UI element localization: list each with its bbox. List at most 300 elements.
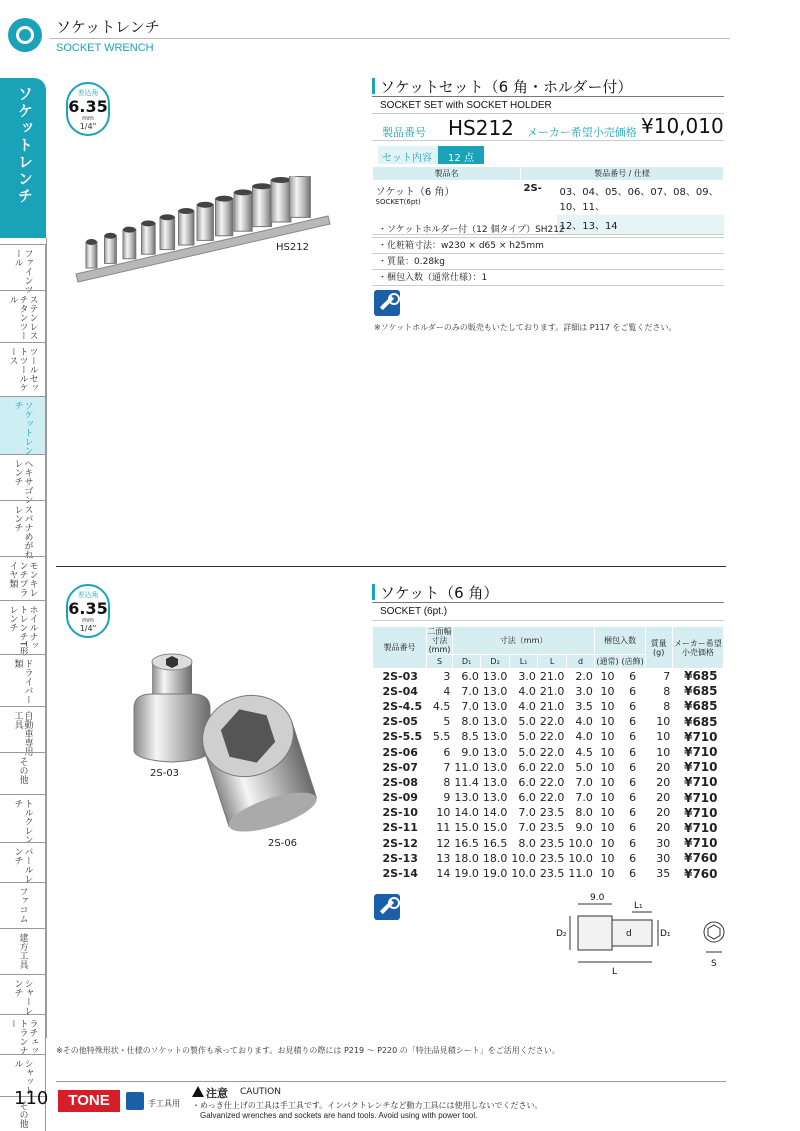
spec-row <box>373 820 724 835</box>
sidebar-tab[interactable] <box>0 1014 46 1054</box>
sidebar-tab[interactable] <box>0 600 46 654</box>
spec-cell: 5.5 <box>427 729 453 744</box>
set-socket <box>216 199 233 236</box>
spec-cell: 10 <box>595 714 620 729</box>
sidebar-tab[interactable] <box>0 842 46 882</box>
spec-cell: 6.0 <box>452 669 481 684</box>
spec-cell: 6.0 <box>509 760 538 775</box>
spec-cell: 30 <box>645 836 672 851</box>
spec-cell: 2S-4.5 <box>373 699 427 714</box>
set-contents-value: 12 点 <box>438 146 484 164</box>
spec-cell: 10 <box>645 729 672 744</box>
spec-cell: 21.0 <box>539 699 565 713</box>
spec-cell: ¥710 <box>672 744 723 759</box>
hand-tool-icon <box>126 1092 144 1110</box>
spec-cell: 2S-12 <box>373 836 427 851</box>
caution-icon <box>192 1086 204 1097</box>
spec-cell: ¥685 <box>672 714 723 729</box>
set-price: ¥10,010 <box>641 114 724 138</box>
spec-cell: 9 <box>427 790 453 805</box>
spec-cell: 11.0 <box>568 867 593 881</box>
header-divider <box>50 38 730 39</box>
spec-cell: ¥685 <box>672 669 723 684</box>
spec-cell: 23.5 <box>539 836 565 850</box>
spec-cell: 7 <box>645 669 672 684</box>
set-socket <box>179 211 195 245</box>
set-socket <box>271 180 291 222</box>
spec-cell: 10 <box>595 729 620 744</box>
socket-image <box>128 650 334 840</box>
set-row-spec2: 12、13、14 <box>557 215 724 235</box>
spec-cell: 6 <box>427 744 453 759</box>
spec-cell: 10 <box>645 744 672 759</box>
footer-note: ※その他特殊形状・仕様のソケットの製作も承っております。お見積りの際には P219 ～ P220 の「特注品見積シート」をご活用ください。 <box>56 1046 560 1055</box>
spec-head-s: S <box>427 655 453 669</box>
spec-head-width: 二面幅寸法(mm) <box>427 627 452 654</box>
spec-row <box>373 714 724 729</box>
spec-cell: 10 <box>595 684 620 699</box>
set-socket <box>105 236 117 264</box>
sidebar-tab[interactable] <box>0 654 46 706</box>
spec-cell: 19.0 <box>482 867 508 881</box>
caution-title-en: CAUTION <box>240 1087 281 1097</box>
spec-cell: 6 <box>620 760 645 775</box>
footer-divider <box>56 1081 726 1082</box>
spec-cell: 18.0 <box>482 851 508 865</box>
dimension-diagram <box>554 890 730 976</box>
spec-cell: 22.0 <box>539 730 565 744</box>
header-title: ソケットレンチ <box>56 18 160 36</box>
spec-cell: 6 <box>620 744 645 759</box>
spec-cell: 6 <box>620 866 645 881</box>
spec-cell: 2S-5.5 <box>373 729 427 744</box>
sidebar-tab[interactable] <box>0 244 46 294</box>
spec-cell: 22.0 <box>539 775 565 789</box>
set-row-prefix: 2S- <box>521 181 557 235</box>
spec-cell: 2S-03 <box>373 669 427 684</box>
socket-image-label-large: 2S-06 <box>268 838 298 849</box>
sidebar-tab-label: 自動車専用工具 <box>12 711 33 756</box>
set-title-line <box>372 96 724 97</box>
sidebar-tab[interactable] <box>0 396 46 454</box>
spec-cell: 5.0 <box>509 714 538 729</box>
set-note: ・ 質量：0.28kg <box>372 254 724 270</box>
set-socket-top <box>86 239 97 245</box>
spec-cell: 20 <box>645 820 672 835</box>
spec-cell: 6 <box>620 775 645 790</box>
spec-head-d1: D₁ <box>452 655 481 669</box>
spec-cell: 9.0 <box>566 820 595 835</box>
spec-cell: 13.0 <box>482 791 508 805</box>
spec-cell: 6 <box>620 699 645 714</box>
spec-cell: 10.0 <box>511 867 536 881</box>
spec-cell: 6.0 <box>509 790 538 805</box>
spec-cell: 16.5 <box>482 836 508 850</box>
set-socket <box>142 223 156 254</box>
spec-cell: 10 <box>595 836 620 851</box>
hand-tool-icon <box>374 894 400 920</box>
spec-row <box>373 729 724 744</box>
spec-cell: 2S-11 <box>373 820 427 835</box>
socket-spec-table <box>372 626 724 882</box>
set-row-name: ソケット（6 角） <box>375 187 455 198</box>
spec-head-l1: L₁ <box>509 655 538 669</box>
spec-cell: 10 <box>595 669 620 684</box>
set-socket <box>290 176 311 217</box>
sidebar-tab-label: ドライバー類 <box>12 659 33 704</box>
diagram-d1: D₁ <box>660 929 671 939</box>
spec-cell: 10 <box>595 775 620 790</box>
spec-row <box>373 684 724 699</box>
spec-cell: 10 <box>595 851 620 866</box>
diagram-s: S <box>711 959 717 969</box>
spec-cell: 7.0 <box>566 790 595 805</box>
spec-cell: 10 <box>595 866 620 881</box>
set-code: HS212 <box>448 116 514 140</box>
spec-cell: 13.0 <box>482 699 508 713</box>
spec-cell: 23.5 <box>539 851 565 865</box>
sidebar-divider <box>46 238 47 1038</box>
sidebar-tab-label: ツールセットツールケース <box>7 347 38 392</box>
set-price-label: メーカー希望小売価格 <box>527 126 637 139</box>
set-code-line <box>372 140 724 141</box>
set-notes <box>372 222 724 286</box>
spec-row <box>373 866 724 881</box>
spec-cell: 10 <box>595 760 620 775</box>
spec-cell: 3.5 <box>566 699 595 714</box>
spec-cell: 2S-06 <box>373 744 427 759</box>
set-contents-label: セット内容 <box>378 146 438 164</box>
spec-cell: 2S-13 <box>373 851 427 866</box>
spec-cell: 6 <box>620 805 645 820</box>
sidebar-tab-label: その他 <box>17 757 28 784</box>
spec-cell: 9.0 <box>452 744 481 759</box>
set-socket-top <box>179 208 195 214</box>
spec-cell: 10 <box>595 820 620 835</box>
spec-cell: 2S-10 <box>373 805 427 820</box>
spec-cell: 7.0 <box>452 684 481 699</box>
drive-size-badge: 差込角 6.35 mm 1/4" <box>66 584 110 638</box>
spec-cell: 23.5 <box>539 806 565 820</box>
spec-cell: 13.0 <box>482 669 508 683</box>
spec-cell: 30 <box>645 851 672 866</box>
spec-cell: 8 <box>645 699 672 714</box>
spec-cell: 6.0 <box>509 775 538 790</box>
spec-cell: 2S-09 <box>373 790 427 805</box>
sidebar-tab[interactable] <box>0 794 46 842</box>
set-socket <box>253 186 272 226</box>
set-socket <box>234 192 252 231</box>
spec-cell: ¥760 <box>672 851 723 866</box>
spec-cell: ¥710 <box>672 760 723 775</box>
sidebar-tab[interactable] <box>0 500 46 559</box>
spec-cell: 4.0 <box>509 684 538 699</box>
spec-cell: 6 <box>620 851 645 866</box>
set-subtitle: SOCKET SET with SOCKET HOLDER <box>380 100 552 111</box>
tone-logo: TONE <box>58 1090 120 1112</box>
spec-cell: 8.0 <box>566 805 595 820</box>
spec-cell: 7.0 <box>452 699 481 714</box>
section-divider <box>56 566 726 567</box>
sidebar-tab[interactable] <box>0 290 46 342</box>
spec-cell: ¥685 <box>672 699 723 714</box>
caution-text: ・めっき仕上げの工具は手工具です。インパクトレンチなど動力工具には使用しないでください。 <box>192 1101 543 1110</box>
spec-cell: 10.0 <box>511 851 536 865</box>
spec-row <box>373 836 724 851</box>
spec-cell: 22.0 <box>539 760 565 774</box>
spec-row <box>373 805 724 820</box>
sidebar-tab[interactable] <box>0 882 46 928</box>
spec-cell: 7.0 <box>509 820 538 835</box>
sidebar-tab[interactable] <box>0 342 46 396</box>
spec-cell: 15.0 <box>482 821 508 835</box>
sidebar-tab-label: スパナめがねレンチ <box>12 505 33 559</box>
spec-cell: 11.0 <box>454 760 479 774</box>
spec-cell: 10 <box>645 714 672 729</box>
spec-cell: ¥710 <box>672 805 723 820</box>
diagram-d: d <box>626 929 632 939</box>
sidebar-tab[interactable] <box>0 928 46 974</box>
spec-cell: 8 <box>645 684 672 699</box>
sidebar-tab[interactable] <box>0 974 46 1014</box>
set-note: ・ 化粧箱寸法：w230 × d65 × h25mm <box>372 238 724 254</box>
spec-cell: 16.5 <box>454 836 479 850</box>
spec-cell: 23.5 <box>539 867 565 881</box>
spec-cell: 21.0 <box>539 669 565 683</box>
spec-cell: 22.0 <box>539 715 565 729</box>
spec-cell: 2S-05 <box>373 714 427 729</box>
socket-title: ソケット（6 角） <box>380 584 499 602</box>
spec-cell: 20 <box>645 790 672 805</box>
spec-cell: 35 <box>645 866 672 881</box>
caution-title: 注意 <box>206 1087 228 1100</box>
set-socket-top <box>142 220 156 226</box>
spec-cell: 11 <box>427 820 453 835</box>
spec-cell: 13.0 <box>482 760 508 774</box>
spec-cell: 4 <box>427 684 453 699</box>
spec-cell: 22.0 <box>539 745 565 759</box>
spec-cell: 13.0 <box>482 745 508 759</box>
set-socket-top <box>160 214 175 220</box>
spec-cell: ¥710 <box>672 836 723 851</box>
spec-cell: 13.0 <box>482 730 508 744</box>
sidebar-tab-label: トルクレンチ <box>12 799 33 844</box>
spec-cell: 10 <box>595 744 620 759</box>
spec-head-normal: (通常) <box>595 655 620 669</box>
sidebar-tab-label: 建方工具 <box>17 933 28 969</box>
drive-size-badge: 差込角 6.35 mm 1/4" <box>66 82 110 136</box>
set-socket <box>160 217 175 249</box>
socket-wrench-icon <box>8 18 42 52</box>
hand-tool-label: 手工具用 <box>148 1099 180 1108</box>
spec-cell: 10 <box>595 805 620 820</box>
spec-cell: 18.0 <box>454 851 479 865</box>
socket-set-image <box>72 176 334 288</box>
spec-cell: 10 <box>595 790 620 805</box>
spec-head-store: (店飾) <box>620 655 645 669</box>
spec-cell: 4.5 <box>427 699 453 714</box>
set-title-bar <box>372 78 375 94</box>
spec-head-price: メーカー希望小売価格 <box>672 627 723 669</box>
spec-cell: 15.0 <box>454 821 479 835</box>
spec-cell: 4.0 <box>509 699 538 714</box>
header-subtitle: SOCKET WRENCH <box>56 42 154 54</box>
spec-cell: 3.0 <box>509 669 538 684</box>
set-socket-top <box>197 202 213 208</box>
spec-cell: 20 <box>645 760 672 775</box>
set-socket-top <box>216 196 233 202</box>
spec-cell: 13.0 <box>482 715 508 729</box>
spec-cell: 5.0 <box>509 729 538 744</box>
spec-cell: 10.0 <box>568 851 593 865</box>
set-socket-top <box>234 189 252 195</box>
set-socket-top <box>253 183 272 189</box>
spec-row <box>373 669 724 684</box>
spec-cell: ¥710 <box>672 729 723 744</box>
spec-cell: 14 <box>427 866 453 881</box>
socket-sub-line <box>372 620 724 621</box>
spec-cell: 22.0 <box>539 791 565 805</box>
spec-row <box>373 775 724 790</box>
set-socket <box>86 242 97 268</box>
spec-cell: ¥760 <box>672 866 723 881</box>
spec-cell: 8 <box>427 775 453 790</box>
set-table-head-spec: 製品番号 / 仕様 <box>521 167 724 181</box>
sidebar-tab[interactable] <box>0 556 46 600</box>
spec-cell: 13.0 <box>454 791 479 805</box>
spec-row <box>373 699 724 714</box>
spec-cell: 6 <box>620 684 645 699</box>
sidebar-tab-label: シャットル <box>12 1059 33 1095</box>
spec-cell: 5 <box>427 714 453 729</box>
sidebar-tab[interactable] <box>0 706 46 756</box>
set-table-head-name: 製品名 <box>373 167 521 181</box>
sidebar-tab-label: ファコム <box>17 887 28 923</box>
spec-row <box>373 744 724 759</box>
spec-cell: 6 <box>620 669 645 684</box>
hand-tool-icon <box>374 290 400 316</box>
diagram-l: L <box>612 967 618 976</box>
spec-cell: 10 <box>427 805 453 820</box>
spec-cell: 6 <box>620 790 645 805</box>
spec-cell: 11.4 <box>454 775 479 789</box>
set-row-spec1: 03、04、05、06、07、08、09、10、11、 <box>559 187 719 213</box>
set-image-label: HS212 <box>276 242 309 253</box>
spec-head-pack: 梱包入数 <box>595 627 645 655</box>
set-socket-top <box>123 227 136 233</box>
spec-head-d2: D₂ <box>481 655 510 669</box>
diagram-l1: L₁ <box>634 901 643 911</box>
spec-cell: 4.0 <box>566 729 595 744</box>
sidebar-tab[interactable] <box>0 752 46 794</box>
spec-cell: 7.0 <box>566 775 595 790</box>
sidebar-tab-label: ソケットレンチ <box>12 401 33 455</box>
spec-cell: ¥710 <box>672 790 723 805</box>
spec-cell: 4.5 <box>566 744 595 759</box>
spec-cell: 12 <box>427 836 453 851</box>
spec-row <box>373 790 724 805</box>
spec-cell: 5.0 <box>509 744 538 759</box>
spec-cell: 10 <box>595 699 620 714</box>
spec-cell: 2S-04 <box>373 684 427 699</box>
socket-title-bar <box>372 584 375 600</box>
sidebar-tab-label: ステンレスチタンツール <box>7 295 38 340</box>
spec-cell: 5.0 <box>566 760 595 775</box>
set-row-name-en: SOCKET(6pt) <box>375 198 421 206</box>
sidebar-tab-label: ファインツール <box>12 249 33 294</box>
spec-cell: 8.0 <box>452 714 481 729</box>
spec-cell: 4.0 <box>566 714 595 729</box>
spec-cell: 20 <box>645 805 672 820</box>
spec-cell: 19.0 <box>454 867 479 881</box>
sidebar-active-label: ソケットレンチ <box>16 86 34 205</box>
set-note: ・ 梱包入数（通常仕様）：1 <box>372 270 724 286</box>
spec-row <box>373 760 724 775</box>
sidebar-tab-label: バールレンチ <box>12 847 33 883</box>
spec-cell: 13.0 <box>482 775 508 789</box>
spec-cell: 2S-07 <box>373 760 427 775</box>
spec-cell: ¥685 <box>672 684 723 699</box>
sidebar-tab-label: ヘキサゴンレンチ <box>12 459 33 504</box>
page-number: 110 <box>14 1088 49 1109</box>
spec-head-dims: 寸法（mm） <box>452 627 595 655</box>
set-socket <box>123 230 136 259</box>
spec-head-d: d <box>566 655 595 669</box>
diagram-dim1: 9.0 <box>590 893 605 903</box>
spec-cell: 10.0 <box>568 836 593 850</box>
spec-cell: 3 <box>427 669 453 684</box>
sidebar-tab-label: シャーレンチ <box>12 979 33 1015</box>
set-note: ・ ソケットホルダー付（12 個タイプ）SH212 <box>372 222 724 238</box>
spec-cell: 6 <box>620 820 645 835</box>
spec-row <box>373 851 724 866</box>
set-socket-top <box>105 233 117 239</box>
spec-cell: 2S-08 <box>373 775 427 790</box>
socket-image-label-small: 2S-03 <box>150 768 180 779</box>
set-code-label: 製品番号 <box>382 126 426 139</box>
spec-head-code: 製品番号 <box>373 627 427 669</box>
spec-cell: 7 <box>427 760 453 775</box>
spec-cell: 14.0 <box>454 806 479 820</box>
set-socket <box>197 205 213 241</box>
set-socket-top <box>271 177 291 183</box>
holder-note: ※ソケットホルダーのみの販売もいたしております。詳細は P117 をご覧ください。 <box>374 323 677 332</box>
spec-cell: 21.0 <box>539 684 565 698</box>
spec-cell: 2.0 <box>566 669 595 684</box>
spec-cell: 23.5 <box>539 821 565 835</box>
spec-cell: 8.5 <box>452 729 481 744</box>
sidebar-tab[interactable] <box>0 454 46 504</box>
socket-subtitle: SOCKET (6pt.) <box>380 606 448 617</box>
spec-head-mass: 質量(g) <box>645 627 672 669</box>
sidebar-tab-label: その他 <box>17 1101 28 1128</box>
spec-cell: ¥710 <box>672 775 723 790</box>
spec-cell: 7.0 <box>509 805 538 820</box>
spec-cell: 20 <box>645 775 672 790</box>
sidebar-tab-label: ホイルナットレンチT形レンチ <box>7 605 38 656</box>
spec-cell: 13 <box>427 851 453 866</box>
spec-cell: 13.0 <box>482 684 508 698</box>
spec-cell: 8.0 <box>509 836 538 851</box>
spec-cell: 6 <box>620 836 645 851</box>
spec-cell: 3.0 <box>566 684 595 699</box>
caution-text-en: Galvanized wrenches and sockets are hand tools. Avoid using with power tool. <box>200 1111 478 1120</box>
spec-cell: 2S-14 <box>373 866 427 881</box>
spec-head-l: L <box>538 655 567 669</box>
sidebar-tab-label: ラチェットランナー <box>7 1019 38 1055</box>
spec-cell: 6 <box>620 729 645 744</box>
sidebar-tab-label: モンキレンチプライヤ類 <box>7 561 38 597</box>
